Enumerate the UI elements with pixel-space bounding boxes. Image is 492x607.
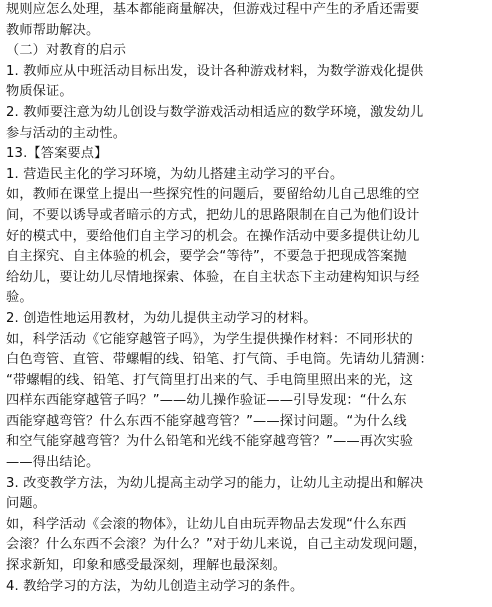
text-line: 规则应怎么处理，基本都能商量解决，但游戏过程中产生的矛盾还需要 <box>6 2 420 17</box>
section-heading: （二）对教育的启示 <box>6 43 127 59</box>
text-line: 好的模式中，要给他们自主学习的机会。在操作活动中要多提供让幼儿 <box>6 228 420 244</box>
text-line: 间，不要以诱导或者暗示的方式，把幼儿的思路限制在自己为他们设计 <box>6 207 420 223</box>
text-line: 4. 教给学习的方法，为幼儿创造主动学习的条件。 <box>6 578 304 594</box>
text-line: 教师帮助解决。 <box>6 22 100 38</box>
text-line: 如，科学活动《会滚的物体》，让幼儿自由玩弄物品去发现“什么东西 <box>6 516 407 532</box>
text-line: 和空气能穿越弯管？为什么铅笔和光线不能穿越弯管？”——再次实验 <box>6 434 414 450</box>
text-line: 探求新知，印象和感受最深刻，理解也最深刻。 <box>6 558 287 574</box>
text-line: 1. 营造民主化的学习环境，为幼儿搭建主动学习的平台。 <box>6 166 344 182</box>
text-line: ——得出结论。 <box>6 455 100 471</box>
text-line: 自主探究、自主体验的机会，要学会“等待”，不要急于把现成答案抛 <box>6 249 407 265</box>
answer-heading: 13.【答案要点】 <box>6 146 108 162</box>
text-line: 白色弯管、直管、带螺帽的线、铅笔、打气筒、手电筒。先请幼儿猜测： <box>6 352 433 368</box>
text-line: 给幼儿，要让幼儿尽情地探索、体验，在自主状态下主动建构知识与经 <box>6 269 420 285</box>
text-line: 会滚？什么东西不会滚？为什么？”对于幼儿来说，自己主动发现问题， <box>6 537 427 553</box>
text-line: 如，教师在课堂上提出一些探究性的问题后，要留给幼儿自己思维的空 <box>6 187 420 203</box>
text-line: 如，科学活动《它能穿越管子吗》，为学生提供操作材料：不同形状的 <box>6 331 413 347</box>
text-line: 2. 教师要注意为幼儿创设与数学游戏活动相适应的数学环境，激发幼儿 <box>6 104 424 120</box>
text-line: 四样东西能穿越管子吗？”——幼儿操作验证——引导发现：“什么东 <box>6 393 407 409</box>
text-line: 参与活动的主动性。 <box>6 125 127 141</box>
text-line: 3. 改变教学方法，为幼儿提高主动学习的能力，让幼儿主动提出和解决 <box>6 475 424 491</box>
text-line: 2. 创造性地运用教材，为幼儿提供主动学习的材料。 <box>6 310 317 326</box>
text-line: “带螺帽的线、铅笔、打气筒里打出来的气、手电筒里照出来的光，这 <box>6 372 414 388</box>
text-line: 西能穿越弯管？什么东西不能穿越弯管？”——探讨问题。“为什么线 <box>6 413 407 429</box>
text-line: 1. 教师应从中班活动目标出发，设计各种游戏材料，为数学游戏化提供 <box>6 63 424 79</box>
text-line: 物质保证。 <box>6 84 73 100</box>
text-line: 验。 <box>6 290 33 306</box>
text-line: 问题。 <box>6 496 47 512</box>
